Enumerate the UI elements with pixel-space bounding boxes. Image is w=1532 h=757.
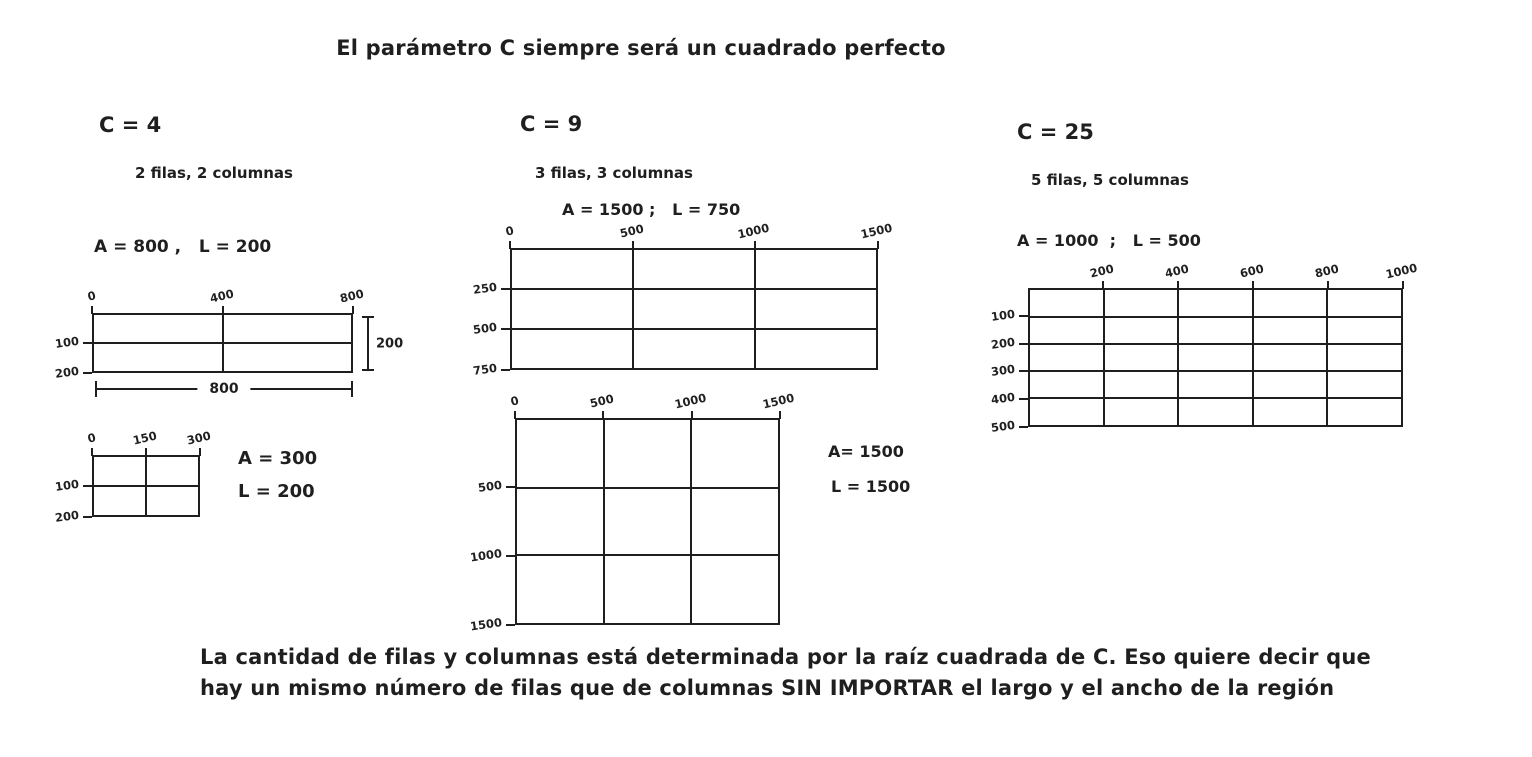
x-tick-mark [1327,281,1329,289]
section-c4-subheading: 2 filas, 2 columnas [135,164,293,182]
x-tick-label: 0 [86,288,98,304]
x-tick-label: 400 [208,286,235,306]
x-tick-label: 1500 [761,390,796,412]
grid-col-line [603,420,605,623]
x-tick-label: 800 [1313,261,1341,281]
y-tick-mark [83,485,92,487]
section-c4-params: A = 800 , L = 200 [94,237,272,257]
section-c25-subheading: 5 filas, 5 columnas [1031,171,1189,189]
y-tick-label: 250 [472,279,498,297]
y-tick-label: 750 [472,360,498,378]
y-tick-mark [83,516,92,518]
y-tick-mark [501,369,510,371]
y-tick-label: 500 [477,477,503,495]
grid-c9-a1500-l1500 [469,390,796,634]
grid-row-line [1030,316,1401,318]
grid-row-line [1030,370,1401,372]
grid-frame [515,418,780,625]
x-tick-mark [1177,281,1179,289]
footer-note-line1: La cantidad de filas y columnas está determinada por la raíz cuadrada de C. Eso quiere decir que [200,645,1371,669]
x-tick-label: 500 [618,221,645,241]
grid-row-line [1030,397,1401,399]
grid-col-line [1177,290,1179,425]
y-tick-mark [1019,315,1028,317]
width-dimension-label: 800 [197,381,250,397]
x-tick-mark [779,411,781,419]
x-tick-label: 400 [1163,261,1191,281]
grid-col-line [690,420,692,623]
grid-c4-a300-l200 [54,428,213,525]
grid-col-line [145,457,147,515]
grid2-area-label: A = 300 [238,448,318,469]
x-tick-mark [222,306,224,314]
x-tick-mark [602,411,604,419]
section-c25-params: A = 1000 ; L = 500 [1017,231,1201,250]
x-tick-mark [145,448,147,456]
section-c4-heading: C = 4 [99,113,162,137]
grid-frame [510,248,878,370]
y-tick-mark [83,372,92,374]
section-c9-params: A = 1500 ; L = 750 [562,200,741,219]
x-tick-label: 0 [509,393,521,409]
x-tick-mark [91,448,93,456]
y-tick-mark [83,342,92,344]
y-tick-label: 1500 [469,615,503,634]
grid-col-line [1252,290,1254,425]
y-tick-mark [506,555,515,557]
grid-col-line [754,250,756,368]
y-tick-label: 100 [54,333,80,351]
section-c25-heading: C = 25 [1017,120,1094,144]
x-tick-label: 0 [86,430,98,446]
grid4-length-label: L = 1500 [831,477,911,496]
section-c9-heading: C = 9 [520,112,583,136]
x-tick-label: 1000 [1384,260,1419,282]
grid4-area-label: A= 1500 [828,442,904,461]
x-tick-mark [514,411,516,419]
grid-c25-a1000-l500 [990,260,1419,435]
x-tick-label: 600 [1238,261,1266,281]
x-tick-label: 0 [504,223,516,239]
x-tick-mark [1252,281,1254,289]
x-tick-label: 300 [185,428,213,448]
x-tick-mark [91,306,93,314]
y-tick-label: 200 [990,334,1016,352]
y-tick-mark [501,288,510,290]
grid-row-line [517,554,778,556]
x-tick-mark [754,241,756,249]
y-tick-mark [506,624,515,626]
grid-frame [1028,288,1403,427]
x-tick-mark [352,306,354,314]
x-tick-mark [691,411,693,419]
grid-c9-a1500-l750 [472,220,894,378]
y-tick-label: 200 [54,507,80,525]
y-tick-label: 1000 [469,546,503,565]
grid-c4-a800-l200 [54,286,366,381]
y-tick-label: 100 [54,476,80,494]
grid2-length-label: L = 200 [238,481,315,502]
x-tick-mark [632,241,634,249]
y-tick-mark [1019,370,1028,372]
x-tick-mark [509,241,511,249]
grid-frame [92,455,200,517]
height-dimension-label: 200 [376,336,404,351]
x-tick-mark [1102,281,1104,289]
y-tick-mark [506,486,515,488]
height-dimension-bracket [367,316,404,371]
y-tick-label: 300 [990,362,1016,380]
grid-col-line [222,315,224,371]
y-tick-label: 500 [990,417,1016,435]
y-tick-mark [1019,426,1028,428]
x-tick-mark [877,241,879,249]
x-tick-mark [199,448,201,456]
x-tick-label: 1000 [736,220,772,242]
x-tick-label: 500 [588,391,616,411]
grid-row-line [1030,343,1401,345]
grid-col-line [632,250,634,368]
y-tick-mark [1019,343,1028,345]
x-tick-label: 200 [1088,261,1116,281]
grid-frame [92,313,353,373]
grid-col-line [1103,290,1105,425]
y-tick-mark [1019,398,1028,400]
page-title: El parámetro C siempre será un cuadrado perfecto [336,36,946,60]
y-tick-label: 500 [472,320,498,338]
y-tick-label: 100 [990,306,1016,324]
y-tick-label: 200 [54,363,80,381]
section-c9-subheading: 3 filas, 3 columnas [535,164,693,182]
grid-row-line [512,288,876,290]
x-tick-label: 800 [338,286,366,306]
grid-col-line [1326,290,1328,425]
y-tick-label: 400 [990,389,1016,408]
x-tick-label: 1000 [672,390,708,412]
width-dimension-bracket [95,381,353,397]
footer-note-line2: hay un mismo número de filas que de columnas SIN IMPORTAR el largo y el ancho de la región [200,676,1335,700]
x-tick-label: 1500 [859,220,894,242]
x-tick-mark [1402,281,1404,289]
grid-row-line [512,328,876,330]
x-tick-label: 150 [131,428,159,448]
grid-row-line [517,487,778,489]
y-tick-mark [501,328,510,330]
